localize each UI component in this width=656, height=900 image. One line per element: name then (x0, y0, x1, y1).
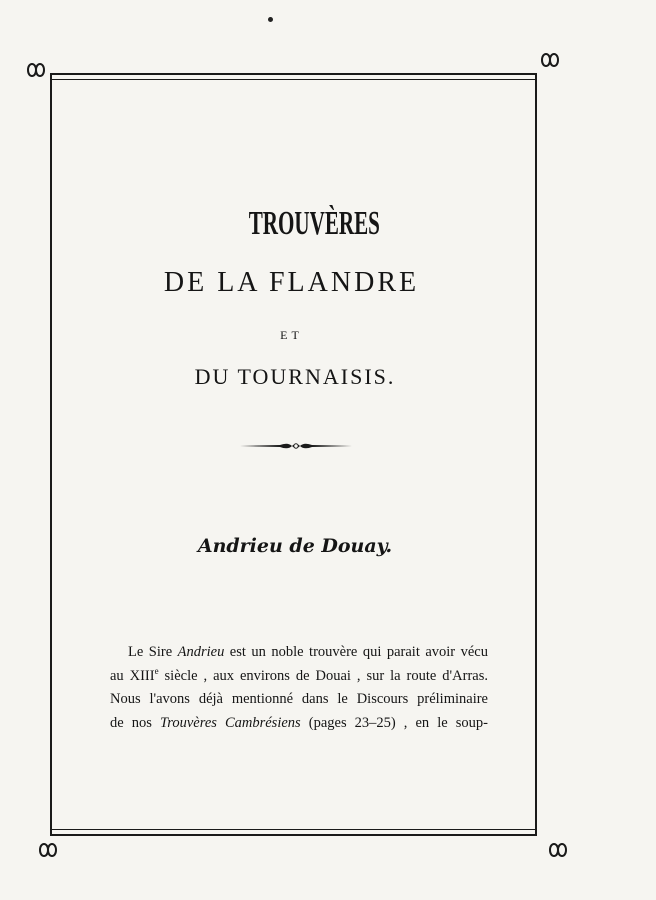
frame-top-inner-rule (50, 79, 535, 80)
title-line-1: TROUVÈRES (248, 205, 380, 242)
book-title: Trouvères Cambrésiens (159, 714, 301, 731)
ornamental-divider-icon (240, 440, 352, 452)
trouvere-name: Andrieu (177, 644, 225, 660)
corner-ornament-icon (36, 838, 60, 862)
corner-ornament-icon (24, 58, 48, 82)
title-line-3: ET (280, 328, 303, 342)
title-line-4: DU TOURNAISIS. (194, 364, 396, 389)
frame-bottom-rule (50, 834, 535, 836)
body-paragraph (110, 641, 488, 735)
page-mark (268, 17, 273, 22)
frame-top-rule (50, 73, 535, 75)
paragraph-line: Nous l'avons déjà mentionné dans le Discours préliminaire (110, 691, 488, 707)
corner-ornament-icon (538, 48, 562, 72)
paragraph-line: Le Sire Andrieu est un noble trouvère qui parait avoir vécu (128, 644, 488, 660)
title-line-2: DE LA FLANDRE (163, 267, 420, 298)
corner-ornament-icon (546, 838, 570, 862)
paragraph-line: de nos Trouvères Cambrésiens (pages 23–25) , en le soup- (110, 714, 488, 731)
paragraph-line: au XIIIe siècle , aux environs de Douai , sur la route d'Arras. (110, 665, 488, 684)
author-heading: Andrieu de Douay. (197, 535, 393, 557)
frame-bottom-inner-rule (50, 829, 535, 830)
